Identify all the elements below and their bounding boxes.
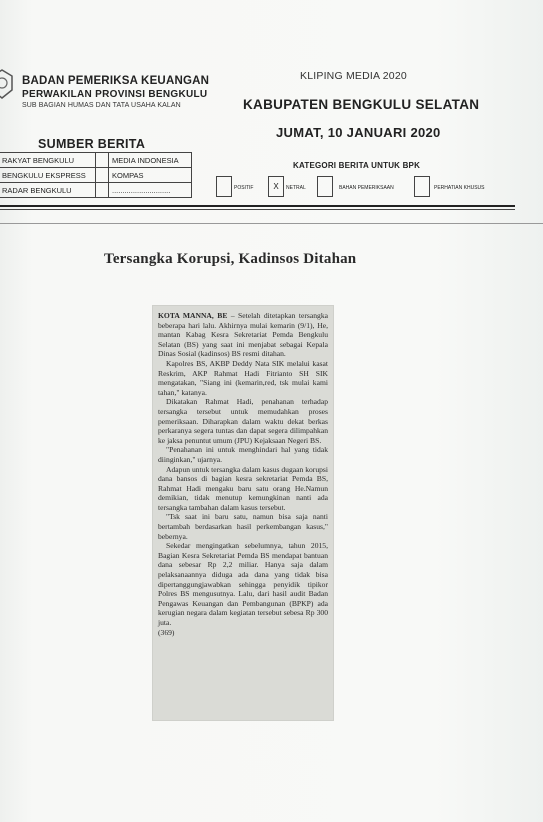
news-clipping — [152, 305, 334, 721]
kliping-label: KLIPING MEDIA 2020 — [300, 70, 407, 82]
article-paragraph: "Penahanan ini untuk menghindari hal yang tidak diinginkan," ujarnya. — [158, 445, 328, 464]
date-title: JUMAT, 10 JANUARI 2020 — [276, 125, 441, 140]
article-paragraph: Sekedar mengingatkan sebelumnya, tahun 2015, Bagian Kesra Sekretariat Pemda BS mendapat bantuan dana sebesar Rp 2,2 miliar. Hanya saja dalam pelaksanaannya diduga ada dana yang tidak bisa dipertanggungjawabkan sehingga penyidik tipikor Polres BS mengusutnya. Lalu, dari hasil audit Badan Pengawas Keuangan dan Pembangunan (BPKP) ada kerugian negara dalam kegiatan tersebut sebesa Rp 300 juta. — [158, 541, 328, 627]
source-cell: BENGKULU EKSPRESS — [0, 168, 96, 183]
region-title: KABUPATEN BENGKULU SELATAN — [243, 97, 480, 112]
org-unit: SUB BAGIAN HUMAS DAN TATA USAHA KALAN — [22, 102, 181, 109]
org-name: BADAN PEMERIKSA KEUANGAN — [22, 75, 210, 87]
article-headline: Tersangka Korupsi, Kadinsos Ditahan — [104, 251, 357, 267]
article-paragraph: Adapun untuk tersangka dalam kasus dugaan korupsi dana bansos di bagian kesra sekretariat Pemda BS, Rahmat Hadi mengaku baru satu orang He.Namun demikian, tidak menutup kemungkinan nanti ada tersangka tambahan dalam kasus tersebut. — [158, 464, 328, 512]
header-divider — [0, 223, 543, 224]
header-divider — [0, 209, 515, 210]
table-row — [0, 153, 192, 168]
source-mark-box — [96, 183, 109, 198]
table-row — [0, 168, 192, 183]
source-cell: MEDIA INDONESIA — [109, 153, 192, 168]
kategori-label: NETRAL — [286, 185, 306, 191]
source-cell: ............................ — [109, 183, 192, 198]
kategori-checkbox: X — [268, 176, 284, 197]
article-paragraph: "Tsk saat ini baru satu, namun bisa saja nanti bertambah berdasarkan hasil perkembangan kasus," bebernya. — [158, 512, 328, 541]
article-dateline: KOTA MANNA, BE — [158, 311, 228, 320]
article-paragraph: Kapolres BS, AKBP Deddy Nata SIK melalui kasat Reskrim, AKP Rahmat Hadi Fitrianto SH SIK mengatakan, "Siang ini (kemarin,red, tsk mulai kami tahan," katanya. — [158, 358, 328, 397]
header-divider — [0, 205, 515, 207]
table-row — [0, 183, 192, 198]
org-subname: PERWAKILAN PROVINSI BENGKULU — [22, 89, 208, 100]
source-cell: RADAR BENGKULU — [0, 183, 96, 198]
kategori-checkbox — [216, 176, 232, 197]
source-mark-box — [96, 153, 109, 168]
article-paragraph: Dikatakan Rahmat Hadi, penahanan terhadap tersangka tersebut untuk memudahkan proses pemeriksaan. Diharapkan dalam waktu dekat berkas perkaranya segera tuntas dan dapat segera dilimpahkan ke jaksa penuntut umum (JPU) Kejaksaan Negeri BS. — [158, 397, 328, 445]
source-cell: RAKYAT BENGKULU — [0, 153, 96, 168]
kategori-title: KATEGORI BERITA UNTUK BPK — [293, 161, 421, 170]
sumber-berita-title: SUMBER BERITA — [38, 137, 146, 151]
kategori-label: PERHATIAN KHUSUS — [434, 185, 485, 191]
source-mark-box — [96, 168, 109, 183]
article-paragraph: (369) — [158, 627, 175, 637]
article-paragraph: KOTA MANNA, BE – Setelah ditetapkan tersangka beberapa hari lalu. Akhirnya mulai kemarin (9/1), He, mantan Kabag Kesra Sekretariat Pemda Bengkulu Selatan (BS) yang saat ini menjabat sebagai Kepala Dinas Sosial (kadinsos) BS resmi ditahan. — [158, 311, 329, 359]
kategori-label: POSITIF — [234, 185, 254, 191]
kategori-checkbox — [414, 176, 430, 197]
bpk-logo-icon — [0, 68, 14, 100]
kategori-label: BAHAN PEMERIKSAAN — [339, 185, 394, 191]
source-cell: KOMPAS — [109, 168, 192, 183]
sumber-berita-table — [0, 152, 192, 198]
kategori-checkbox — [317, 176, 333, 197]
